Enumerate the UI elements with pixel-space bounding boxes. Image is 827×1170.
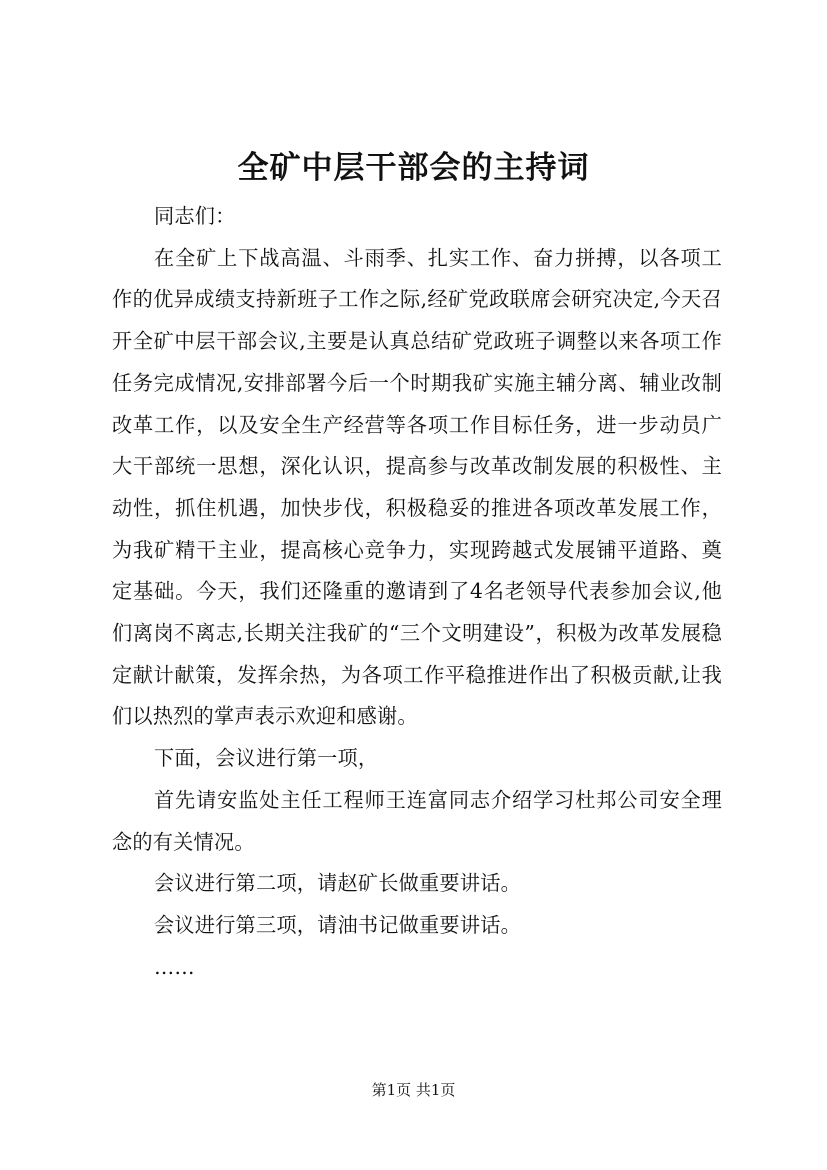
paragraph-item-two: 会议进行第二项，请赵矿长做重要讲话。 xyxy=(154,871,521,896)
document-title: 全矿中层干部会的主持词 xyxy=(237,150,590,186)
document-body xyxy=(112,196,722,988)
page-footer: 第1页 共1页 xyxy=(371,1081,456,1099)
paragraph-opening: 在全矿上下战高温、斗雨季、扎实工作、奋力拼搏，以各项工作的优异成绩支持新班子工作之际,经矿党政联席会研究决定,今天召开全矿中层干部会议,主要是认真总结矿党政班子调整以来各项工作任务完成情况,安排部署今后一个时期我矿实施主辅分离、辅业改制改革工作，以及安全生产经营等各项工作目标任务，进一步动员广大干部统一思想，深化认识，提高参与改革改制发展的积极性、主动性，抓住机遇，加快步伐，积极稳妥的推进各项改革发展工作，为我矿精干主业，提高核心竞争力，实现跨越式发展铺平道路、奠定基础。今天，我们还隆重的邀请到了4名老领导代表参加会议,他们离岗不离志,长期关注我矿的“三个文明建设”，积极为改革发展稳定献计献策，发挥余热，为各项工作平稳推进作出了积极贡献,让我们以热烈的掌声表示欢迎和感谢。 xyxy=(112,245,722,729)
paragraph-agenda-intro: 下面，会议进行第一项， xyxy=(154,746,379,771)
paragraph-item-one: 首先请安监处主任工程师王连富同志介绍学习杜邦公司安全理念的有关情况。 xyxy=(112,787,722,854)
paragraph-ellipsis: …… xyxy=(154,954,195,979)
paragraph-item-three: 会议进行第三项，请油书记做重要讲话。 xyxy=(154,912,521,937)
salutation: 同志们： xyxy=(154,204,236,228)
